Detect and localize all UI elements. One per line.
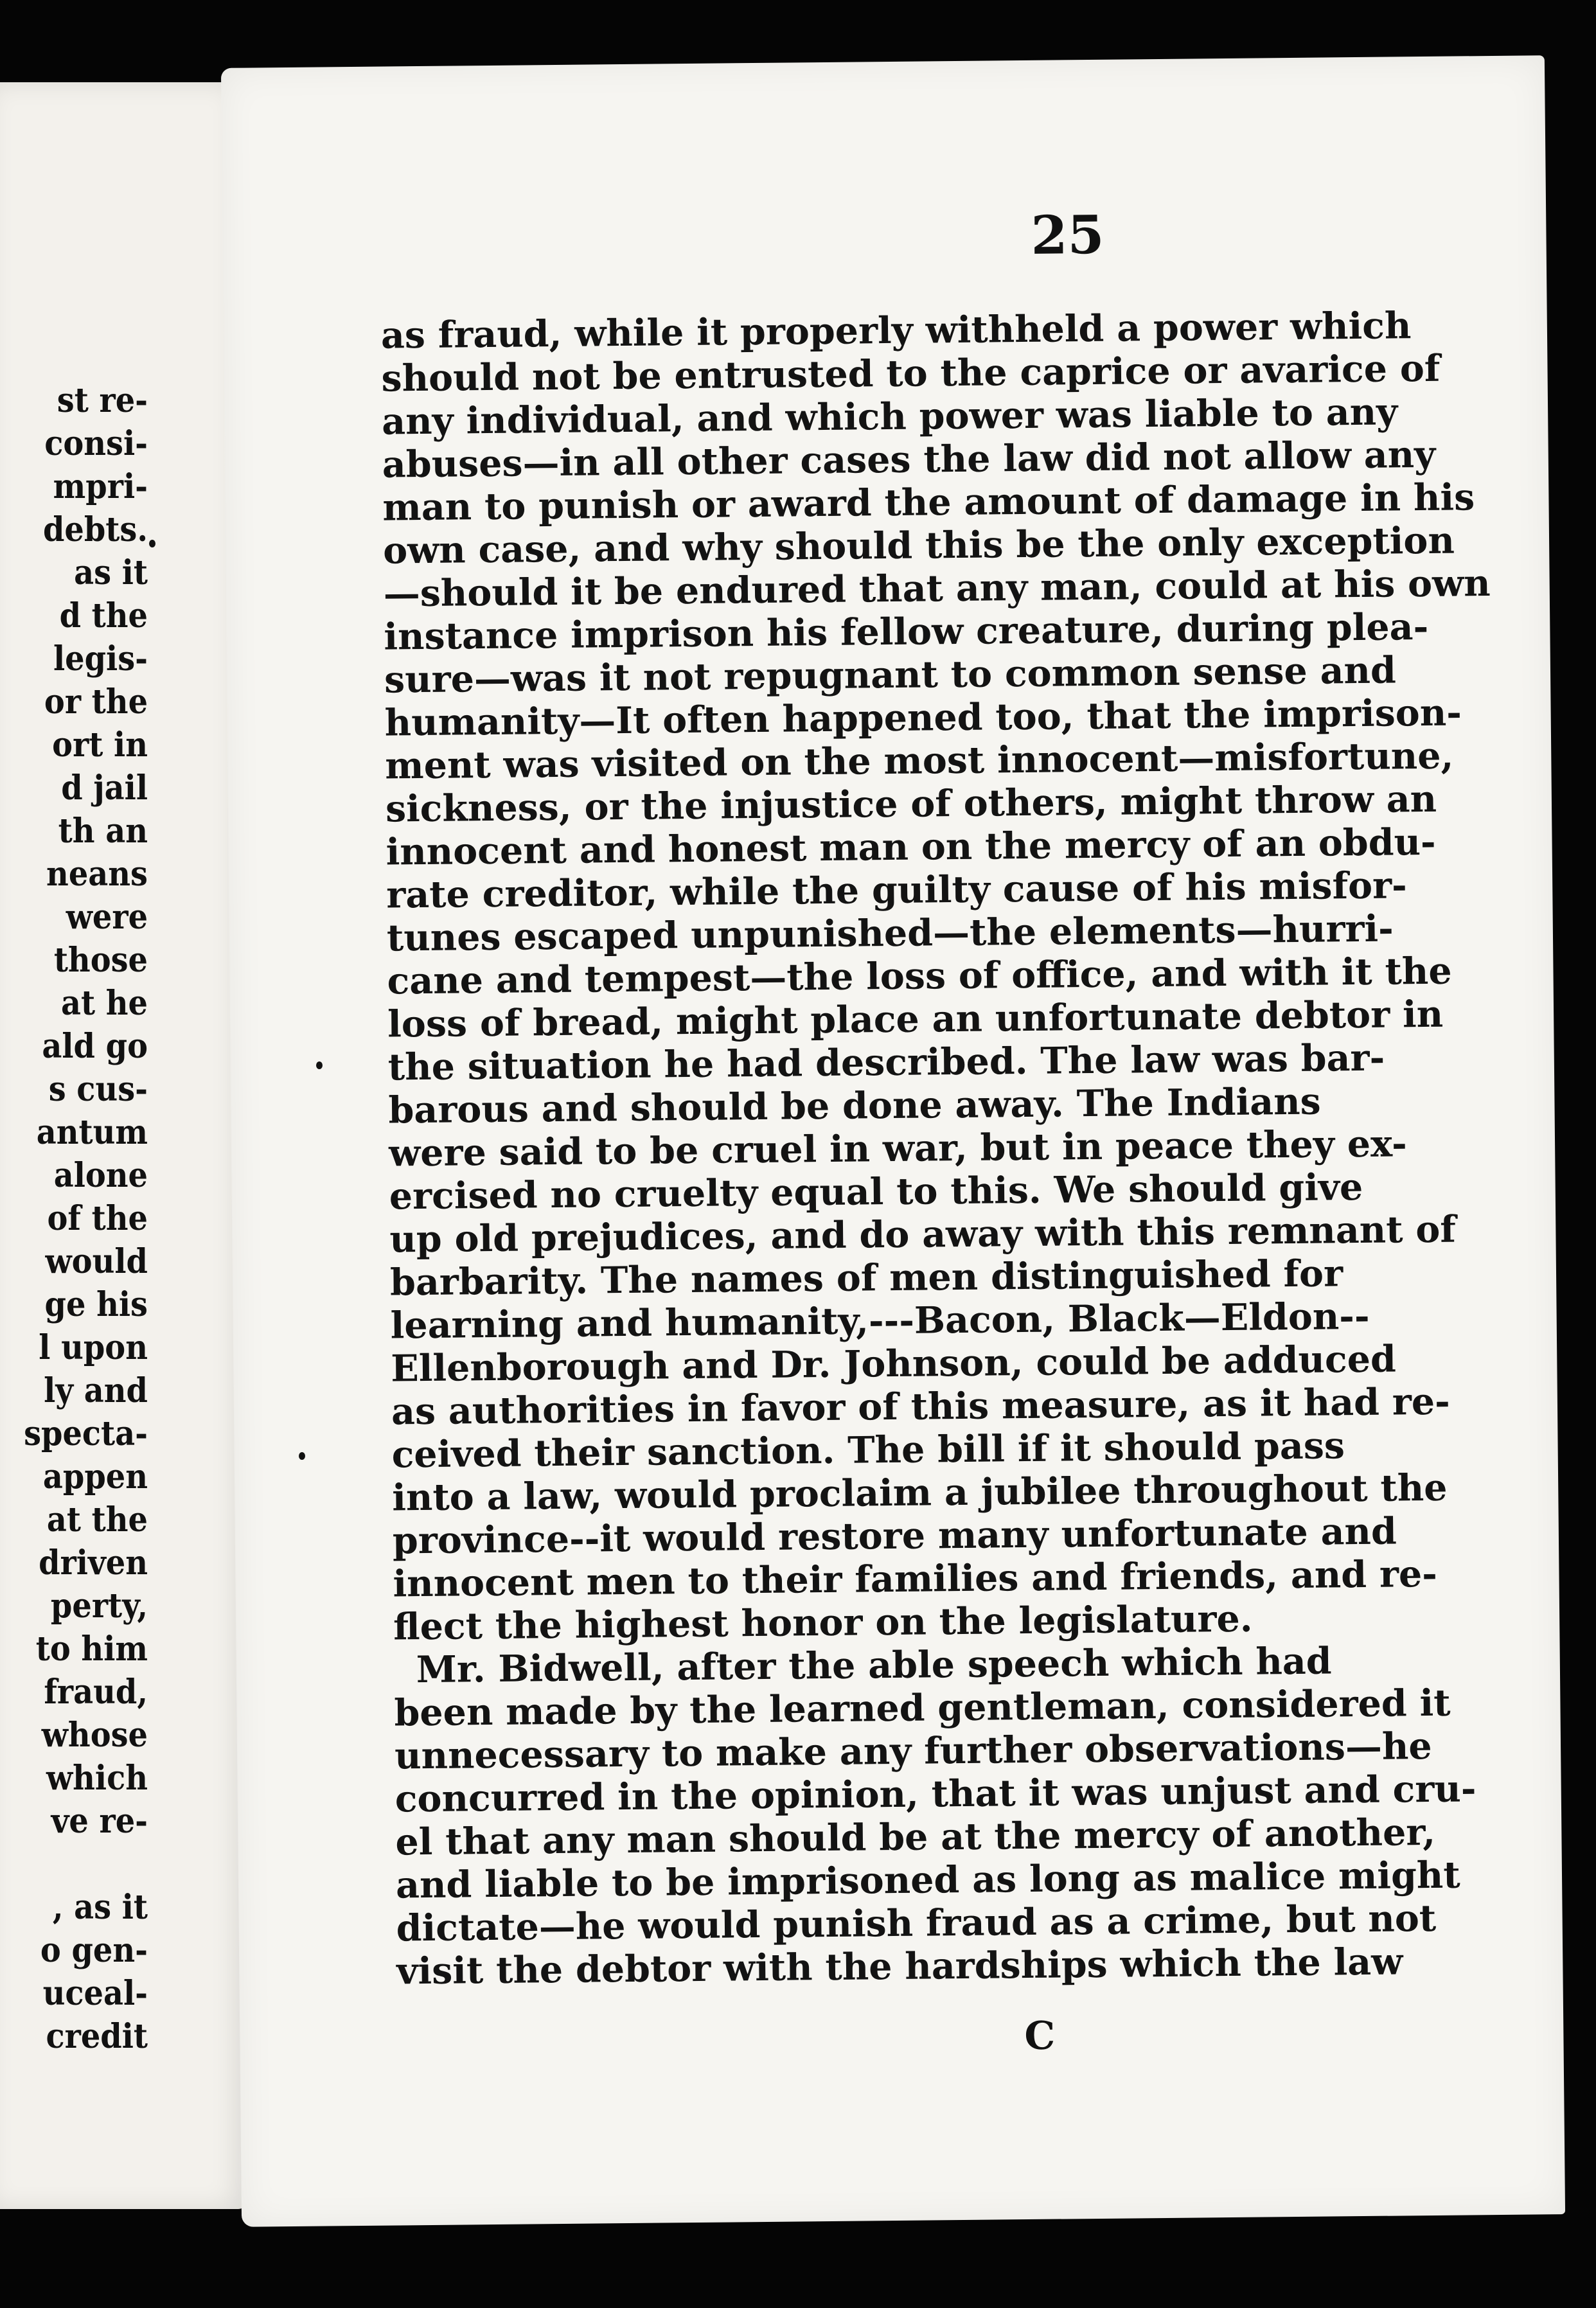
left-page-line: appen [42,1457,148,1496]
left-page-line: credit [46,2017,148,2056]
text-line-content: any individual, and which power was liable to any [381,390,1398,443]
text-line-content: abuses—in all other cases the law did not allow any [382,432,1436,486]
left-page-line: at the [46,1500,148,1540]
main-page [221,55,1565,2227]
text-line-content: flect the highest honor on the legislature. [393,1597,1253,1649]
text-line-content: Mr. Bidwell, after the able speech which had [416,1639,1332,1692]
left-page-line: ly and [44,1371,148,1410]
text-line-content: unnecessary to make any further observations—he [394,1724,1432,1778]
left-page-line: debts. [42,510,148,549]
left-page-line: d the [59,596,148,635]
text-line-content: province--it would restore many unfortunate and [392,1509,1397,1563]
text-line-content: man to punish or award the amount of damage in his [382,475,1475,529]
text-line-content: humanity—It often happened too, that the imprison- [384,691,1462,745]
text-line-content: cane and tempest—the loss of office, and with it the [387,949,1452,1003]
text-line-content: ment was visited on the most innocent—misfortune, [385,734,1454,788]
text-line-content: into a law, would proclaim a jubilee throughout the [391,1466,1448,1520]
text-line-content: innocent and honest man on the mercy of an obdu- [386,820,1436,874]
left-page-line: uceal- [42,1974,148,2013]
text-line-content: as authorities in favor of this measure, as it had re- [391,1380,1451,1434]
text-line-content: the situation he had described. The law was bar- [387,1036,1385,1089]
text-line-content: sickness, or the injustice of others, might throw an [385,777,1437,831]
text-line-content: were said to be cruel in war, but in peace they ex- [388,1122,1408,1175]
text-line-content: sure—was it not repugnant to common sense and [384,648,1397,702]
text-line-content: barous and should be done away. The Indians [388,1079,1322,1132]
text-line-content: Ellenborough and Dr. Johnson, could be adduced [391,1337,1397,1390]
left-page-line: , as it [52,1888,148,1927]
left-page-line: neans [46,855,148,894]
left-page-line: were [66,898,148,937]
left-page-line: would [45,1242,148,1281]
left-page-line: of the [47,1199,148,1238]
body-text [380,304,1491,1993]
text-line-content: and liable to be imprisoned as long as malice might [395,1853,1460,1907]
text-line-content: up old prejudices, and do away with this remnant of [389,1207,1457,1261]
text-line-content: ercised no cruelty equal to this. We should give [389,1165,1363,1218]
left-page-line: ve re- [51,1802,148,1841]
text-line-content: dictate—he would punish fraud as a crime, but not [396,1896,1437,1950]
text-line-content: el that any man should be at the mercy of another, [395,1810,1436,1864]
text-line-content: ceived their sanction. The bill if it should pass [391,1424,1345,1477]
left-page-line: l upon [39,1328,148,1367]
left-page-line: d jail [61,768,148,808]
margin-speck [149,540,155,547]
left-page-line: those [53,941,148,980]
text-line-content: innocent men to their families and friends, and re- [393,1552,1438,1606]
left-page-line: consi- [44,424,148,463]
text-line-content: loss of bread, might place an unfortunate debtor in [387,992,1444,1046]
left-page-line: antum [36,1113,148,1152]
left-facing-page [0,82,247,2209]
text-line-content: should not be entrusted to the caprice or avarice of [381,346,1441,400]
left-page-line: driven [39,1543,148,1583]
left-page-line: ge his [44,1285,148,1324]
left-page-line: o gen- [40,1931,148,1970]
text-line-content: barbarity. The names of men distinguished for [389,1252,1343,1304]
text-line-content: concurred in the opinion, that it was unjust and cru- [395,1767,1476,1821]
left-page-line [12,1843,148,1886]
left-page-line: th an [58,812,148,851]
text-line-content: instance imprison his fellow creature, during plea- [384,605,1429,659]
left-page-line: to him [35,1629,148,1669]
left-page-line: fraud, [44,1673,148,1712]
left-page-line: mpri- [53,467,148,506]
page-number: 25 [1030,204,1105,267]
left-page-line: perty, [50,1586,148,1626]
left-page-line: ald go [42,1027,148,1066]
left-page-line: legis- [53,639,148,679]
text-line-content: visit the debtor with the hardships which the law [396,1940,1403,1993]
left-page-line: whose [41,1716,148,1755]
left-page-line: as it [74,553,148,592]
text-line-content: tunes escaped unpunished—the elements—hurri- [386,907,1394,960]
left-page-line: ort in [52,725,148,765]
left-page-line: st re- [57,381,148,420]
left-page-line: alone [53,1156,148,1195]
text-line-content: learning and humanity,---Bacon, Black—Eldon-- [390,1294,1370,1347]
text-line [396,1940,1403,1993]
margin-speck [299,1452,305,1460]
margin-speck [316,1061,323,1069]
left-page-line: specta- [24,1414,148,1453]
text-line-content: as fraud, while it properly withheld a power which [380,304,1412,357]
text-line-content: been made by the learned gentleman, considered it [394,1681,1451,1735]
text-line-content: —should it be endured that any man, could at his own [383,562,1491,616]
left-page-line: which [46,1759,148,1798]
left-page-line: at he [61,984,148,1023]
text-line-content: rate creditor, while the guilty cause of his misfor- [386,864,1408,917]
left-page-line: or the [44,682,148,722]
signature-mark: C [1024,2013,1056,2059]
left-page-line: s cus- [48,1070,148,1109]
left-page-text [12,379,148,2058]
text-line-content: own case, and why should this be the only exception [382,519,1455,573]
